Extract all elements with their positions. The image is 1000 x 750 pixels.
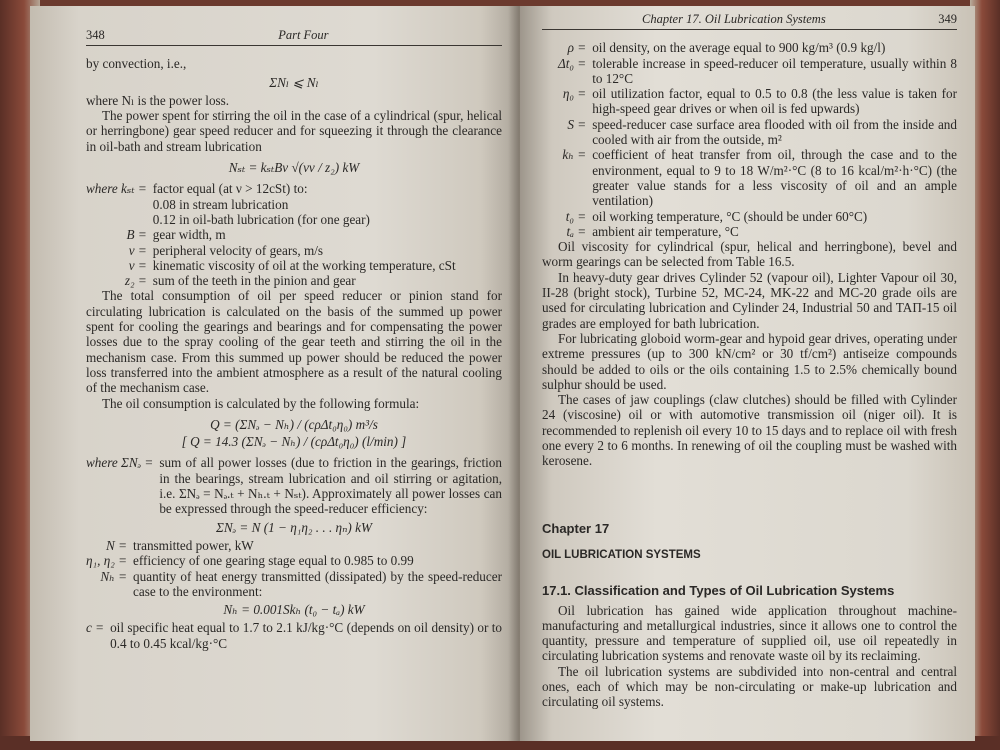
left-page-number: 348 [86, 28, 105, 42]
para-couplings: The cases of jaw couplings (claw clutches) should be filled with Cylinder 24 (viscosine) oil or with automotive transmission oil (niger oil). It is recommended to replenish oil every 10 to 15 days and to replace oil with fresh one every 2 to 6 months. In renewing of oil the coupling must be washed with kerosene. [542, 392, 957, 469]
eq-q1: Q = (ΣNₔ − Nₕ) / (cρΔt₀η₀) m³/s [210, 416, 378, 432]
left-page [30, 6, 520, 741]
definition-text: oil density, on the average equal to 900 kg/m³ (0.9 kg/l) [592, 40, 886, 56]
right-running-head [542, 12, 957, 30]
left-header-title: Part Four [278, 28, 329, 42]
defs-list-2 [86, 455, 502, 516]
definition-text: transmitted power, kW [133, 537, 254, 553]
definition-text: efficiency of one gearing stage equal to 0.985 to 0.99 [133, 553, 414, 569]
chapter-title: OIL LUBRICATION SYSTEMS [542, 548, 701, 561]
definition-text: factor equal (at ν > 12cSt) to: [152, 181, 308, 197]
definition-symbol: c = [86, 620, 105, 636]
right-header-title: Chapter 17. Oil Lubrication Systems [642, 12, 826, 26]
para-subdivided: The oil lubrication systems are subdivided into non-central and central ones, each of which may be non-circulating or make-up lubrication and circulating oil systems. [542, 663, 957, 710]
right-page [520, 6, 975, 741]
definition-symbol [86, 197, 147, 212]
definition-symbol: Δt₀ = [558, 55, 587, 71]
definition-symbol: tₐ = [566, 223, 587, 239]
definition-text: gear width, m [152, 227, 226, 243]
definition-symbol: z₂ = [124, 273, 147, 289]
definition-symbol: where kₛₜ = [86, 181, 147, 197]
definition-text: kinematic viscosity of oil at the working temperature, cSt [152, 257, 456, 273]
definition-text: sum of the teeth in the pinion and gear [152, 273, 356, 289]
para-oil-lubrication: Oil lubrication has gained wide application throughout machine-manufacturing and metallurgical industries, since it allows one to control the quantity, pressure and temperature of supplied oil, use oil repeatedly in circulating lubrication systems and renovate waste oil by its reclaiming. [542, 602, 957, 664]
definition-symbol: kₕ = [562, 147, 587, 163]
definition-symbol: ρ = [567, 40, 587, 56]
definition-text: oil specific heat equal to 1.7 to 2.1 kJ/kg·°C (depends on oil density) or to 0.4 to 0.45 kcal/kg·°C [110, 620, 502, 651]
definition-text: ambient air temperature, °C [592, 223, 739, 239]
chapter-number: Chapter 17 [542, 520, 610, 536]
left-running-head [86, 28, 502, 46]
intro-text: by convection, i.e., [86, 56, 187, 72]
right-page-number: 349 [938, 12, 957, 26]
definition-symbol: S = [567, 116, 587, 132]
para-viscosity: Oil viscosity for cylindrical (spur, helical and herringbone), bevel and worm gearings can be selected from Table 16.5. [542, 239, 957, 270]
defs-list-1 [86, 181, 502, 288]
definition-symbol: B = [126, 227, 147, 243]
definition-text: peripheral velocity of gears, m/s [152, 242, 324, 258]
para-globoid: For lubricating globoid worm-gear and hypoid gear drives, operating under extreme pressures (up to 300 kN/cm² or 30 tf/cm²) antiseize compounds should be added to oils or the oils containing 1.5 to 2.5% chemically bound sulphur should be used. [542, 330, 957, 392]
section-heading: 17.1. Classification and Types of Oil Lubrication Systems [542, 583, 895, 599]
definition-text: oil working temperature, °C (should be under 60°C) [592, 208, 868, 224]
para-heavy-duty: In heavy-duty gear drives Cylinder 52 (vapour oil), Lighter Vapour oil 30, II-28 (bright stock), Turbine 52, MC-24, MK-22 and MC-20 grade oils are used for circulating lubrication and Cylinder 24, Industrial 50 and TAП-15 oil grades are employed for bath lubrication. [542, 269, 957, 331]
definition-symbol: where ΣNₔ = [86, 455, 154, 471]
definition-text: coefficient of heat transfer from oil, through the case and to the environment, equal to 9 to 18 W/m²·°C (8 to 16 kcal/m²·h·°C) (the greater value stands for a less viscosity of oil and an ample ventilation) [592, 147, 957, 209]
definition-text: speed-reducer case surface area flooded with oil from the inside and cooled with air from the outside, m² [592, 116, 957, 148]
definition-symbol: v = [128, 242, 147, 258]
definition-symbol: η₀ = [562, 86, 587, 102]
definition-text: sum of all power losses (due to friction in the gearings, friction in the bearings, stream lubrication and oil stirring or agitation, i.e. ΣNₔ = Nₔ.ₜ + Nₕ.ₜ + Nₛₜ). Approximately all power losses can be expressed through the speed-reducer efficiency: [159, 455, 502, 517]
definition-symbol: t₀ = [565, 208, 587, 224]
defs-list-3 [86, 538, 502, 599]
definition-text: quantity of heat energy transmitted (dissipated) by the speed-reducer case to the environment: [133, 568, 502, 599]
definition-text: 0.12 in oil-bath lubrication (for one gear) [152, 211, 370, 227]
para-consumption: The oil consumption is calculated by the following formula: [102, 395, 420, 411]
defs-list-right [542, 40, 957, 239]
eq-sum: ΣNₔ = N (1 − η₁η₂ . . . ηₙ) kW [216, 519, 372, 535]
definition-text: 0.08 in stream lubrication [152, 196, 289, 212]
where-nl: where Nₗ is the power loss. [86, 92, 230, 108]
eq-nh: Nₕ = 0.001Skₕ (t₀ − tₐ) kW [223, 602, 365, 618]
definition-symbol: N = [106, 537, 128, 553]
definition-symbol: η₁, η₂ = [86, 553, 128, 569]
definition-symbol: ν = [128, 257, 147, 273]
definition-text: tolerable increase in speed-reducer oil temperature, usually within 8 to 12°C [592, 55, 957, 86]
para-total: The total consumption of oil per speed reducer or pinion stand for circulating lubrication is calculated on the basis of the summed up power spent for cooling the gearings and bearings and for compensating the power losses due to the spray cooling of the gear teeth and stirring the oil in the mechanism case. From this summed up power should be reduced the power loss transferred into the ambient atmosphere as a result of the natural cooling of the mechanism case. [86, 288, 502, 396]
eq-convection: ΣNₗ ⩽ Nₗ [269, 74, 319, 90]
definition-symbol [86, 212, 147, 227]
definition-text: oil utilization factor, equal to 0.5 to 0.8 (the less value is taken for high-speed gear drives or when oil is fed upwards) [592, 86, 957, 117]
definition-symbol: Nₕ = [100, 568, 128, 584]
para-stirring: The power spent for stirring the oil in the case of a cylindrical (spur, helical or herringbone) gear speed reducer and for squeezing it through the clearance in oil-bath and stream lubrication [86, 108, 502, 154]
eq-q2: [ Q = 14.3 (ΣNₔ − Nₕ) / (cρΔt₀η₀) (l/min) ] [181, 434, 407, 450]
defs-list-4 [86, 620, 502, 651]
eq-nst: Nₛₜ = kₛₜBv √(νv / z₂) kW [228, 160, 360, 176]
